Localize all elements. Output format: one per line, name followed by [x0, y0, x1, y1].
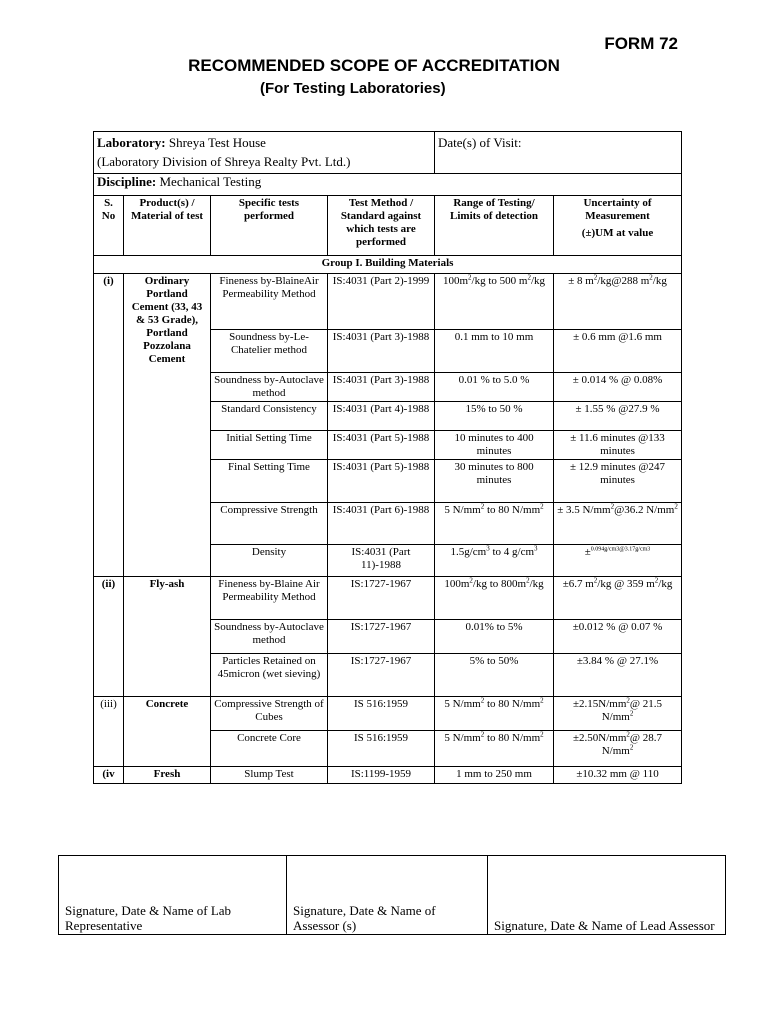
test-name: Slump Test	[211, 767, 328, 784]
test-method: IS:4031 (Part 5)-1988	[328, 460, 435, 503]
test-method: IS:4031 (Part 6)-1988	[328, 503, 435, 545]
uncertainty-text: ±6.7 m	[562, 578, 594, 590]
test-method: IS:1727-1967	[328, 620, 435, 654]
uncertainty-text: ±	[584, 546, 591, 558]
test-method: IS:4031 (Part 3)-1988	[328, 373, 435, 402]
test-uncertainty: ± 8 $m^2/kg@288$ $m^2/kg$	[554, 274, 682, 330]
test-range: 0.01 % to 5.0 %	[435, 373, 554, 402]
test-uncertainty: ± 0.6 mm @1.6 mm	[554, 330, 682, 373]
test-uncertainty: ± 0.014 % @ 0.08%	[554, 373, 682, 402]
row-number: (ii)	[94, 577, 124, 697]
test-uncertainty: ±10.32 mm @ 110	[554, 767, 682, 784]
test-range: $1.5g/cm^3$ to 4 $g/cm^3$	[435, 545, 554, 577]
range-text: 100m	[442, 275, 469, 287]
range-text: to 80 N/mm	[484, 732, 541, 744]
test-uncertainty	[554, 545, 682, 577]
uncertainty-text: @36.2 N/mm	[614, 504, 675, 516]
range-text: 1.5g/cm	[450, 546, 487, 558]
table-row	[94, 697, 682, 731]
product-name: Fly-ash	[124, 577, 211, 697]
row-number: (i)	[94, 274, 124, 577]
test-uncertainty: ±6.7 $m^2/kg$ @ 359 $m^2/kg$	[554, 577, 682, 620]
range-text: /kg to 800m	[472, 578, 527, 590]
uncertainty-text: /kg	[658, 578, 673, 590]
test-range: $100m^2/kg$ to $800m^2/kg$	[435, 577, 554, 620]
uncertainty-text: /kg	[652, 275, 667, 287]
test-method: IS:1727-1967	[328, 654, 435, 697]
form-number: FORM 72	[604, 34, 678, 53]
test-range: 10 minutes to 400 minutes	[435, 431, 554, 460]
test-name: Particles Retained on 45micron (wet sieving)	[211, 654, 328, 697]
test-method: IS:1727-1967	[328, 577, 435, 620]
discipline-cell	[94, 174, 682, 196]
test-uncertainty: ± 1.55 % @27.9 %	[554, 402, 682, 431]
test-name: Soundness by-Autoclave method	[211, 620, 328, 654]
test-range: 0.1 mm to 10 mm	[435, 330, 554, 373]
range-text: /kg to 500 m	[471, 275, 528, 287]
test-range: 5% to 50%	[435, 654, 554, 697]
test-method: IS 516:1959	[328, 697, 435, 731]
product-name: Ordinary Portland Cement (33, 43 & 53 Grade), Portland Pozzolana Cement	[124, 274, 211, 577]
test-name: Final Setting Time	[211, 460, 328, 503]
page-title: RECOMMENDED SCOPE OF ACCREDITATION	[188, 56, 560, 75]
test-range: 30 minutes to 800 minutes	[435, 460, 554, 503]
signature-lab-representative[interactable]: Signature, Date & Name of Lab Representative	[59, 856, 287, 935]
test-method: IS:4031 (Part 11)-1988	[328, 545, 435, 577]
range-text: to 4 g/cm	[489, 546, 535, 558]
laboratory-cell	[94, 132, 435, 174]
uncertainty-title: Uncertainty of Measurement	[583, 197, 652, 222]
col-header-uncertainty	[554, 196, 682, 256]
test-method: IS 516:1959	[328, 731, 435, 767]
uncertainty-subtitle: (±)UM at value	[581, 227, 654, 239]
test-uncertainty: ± 11.6 minutes @133 minutes	[554, 431, 682, 460]
test-uncertainty: ± 12.9 minutes @247 minutes	[554, 460, 682, 503]
test-method: IS:4031 (Part 4)-1988	[328, 402, 435, 431]
col-header-range: Range of Testing/ Limits of detection	[435, 196, 554, 256]
col-header-method: Test Method / Standard against which tests are performed	[328, 196, 435, 256]
range-text: /kg	[529, 578, 544, 590]
test-method: IS:4031 (Part 5)-1988	[328, 431, 435, 460]
test-name: Initial Setting Time	[211, 431, 328, 460]
test-uncertainty: $\pm 2.50N/mm^2@$ 28.7 $N/mm^2$	[554, 731, 682, 767]
test-method: IS:4031 (Part 2)-1999	[328, 274, 435, 330]
signature-assessor[interactable]: Signature, Date & Name of Assessor (s)	[287, 856, 488, 935]
range-text: /kg	[530, 275, 546, 287]
table-row	[94, 274, 682, 330]
range-text: 5 N/mm	[444, 698, 481, 710]
test-range: 0.01% to 5%	[435, 620, 554, 654]
test-range: 15% to 50 %	[435, 402, 554, 431]
test-method: IS:1199-1959	[328, 767, 435, 784]
test-name: Fineness by-Blaine Air Permeability Method	[211, 577, 328, 620]
test-name: Fineness by-BlaineAir Permeability Method	[211, 274, 328, 330]
test-name: Concrete Core	[211, 731, 328, 767]
col-header-product: Product(s) / Material of test	[124, 196, 211, 256]
uncertainty-text: /kg @ 359 m	[597, 578, 655, 590]
col-header-tests: Specific tests performed	[211, 196, 328, 256]
test-name: Compressive Strength	[211, 503, 328, 545]
visit-date-cell	[435, 132, 682, 174]
group-heading: Group I. Building Materials	[94, 256, 682, 274]
visit-date-label: Date(s) of Visit:	[438, 135, 522, 150]
signature-lead-assessor[interactable]: Signature, Date & Name of Lead Assessor	[488, 856, 726, 935]
test-range: 5 $N/mm^2$ to 80 $N/mm^2$	[435, 503, 554, 545]
test-name: Soundness by-Le-Chatelier method	[211, 330, 328, 373]
range-text: to 80 N/mm	[484, 504, 541, 516]
discipline-value: Mechanical Testing	[159, 174, 262, 189]
test-name: Compressive Strength of Cubes	[211, 697, 328, 731]
product-name: Fresh	[124, 767, 211, 784]
row-number: (iii)	[94, 697, 124, 767]
discipline-label: Discipline:	[97, 174, 157, 189]
uncertainty-text: @ 21.5 N/mm	[601, 698, 663, 723]
laboratory-division: (Laboratory Division of Shreya Realty Pvt. Ltd.)	[97, 154, 351, 169]
test-method: IS:4031 (Part 3)-1988	[328, 330, 435, 373]
range-text: 100m	[444, 578, 470, 590]
test-uncertainty: ±3.84 % @ 27.1%	[554, 654, 682, 697]
test-range: 1 mm to 250 mm	[435, 767, 554, 784]
test-uncertainty: ± 3.5 $N/mm^2@36.2$ $N/mm^2$	[554, 503, 682, 545]
row-number: (iv	[94, 767, 124, 784]
scope-table	[93, 131, 682, 784]
uncertainty-text: ± 3.5 N/mm	[557, 504, 611, 516]
test-range: 5 $N/mm^2$ to 80 $N/mm^2$	[435, 697, 554, 731]
uncertainty-text: /kg@288 m	[597, 275, 650, 287]
laboratory-label: Laboratory:	[97, 135, 166, 150]
test-uncertainty: $\pm 2.15N/mm^2@$ 21.5 $N/mm^2$	[554, 697, 682, 731]
laboratory-name: Shreya Test House	[168, 135, 266, 150]
table-row	[94, 577, 682, 620]
test-name: Density	[211, 545, 328, 577]
product-name: Concrete	[124, 697, 211, 767]
test-range: $100m^2/kg$ to 500 $m^2/kg$	[435, 274, 554, 330]
test-uncertainty: ±0.012 % @ 0.07 %	[554, 620, 682, 654]
test-range: 5 $N/mm^2$ to 80 $N/mm^2$	[435, 731, 554, 767]
range-text: to 80 N/mm	[484, 698, 541, 710]
table-row	[94, 767, 682, 784]
col-header-sno: S. No	[94, 196, 124, 256]
uncertainty-superscript: 0.094g/cm3@3.17g/cm3	[590, 546, 651, 553]
uncertainty-text: ±2.50N/mm	[572, 732, 627, 744]
uncertainty-text: ±2.15N/mm	[572, 698, 627, 710]
test-name: Standard Consistency	[211, 402, 328, 431]
range-text: 5 N/mm	[444, 732, 481, 744]
uncertainty-text: ± 8 m	[568, 275, 594, 287]
uncertainty-text: @ 28.7 N/mm	[601, 732, 663, 757]
test-name: Soundness by-Autoclave method	[211, 373, 328, 402]
range-text: 5 N/mm	[444, 504, 481, 516]
signature-table	[58, 855, 726, 935]
page-subtitle: (For Testing Laboratories)	[260, 80, 446, 97]
